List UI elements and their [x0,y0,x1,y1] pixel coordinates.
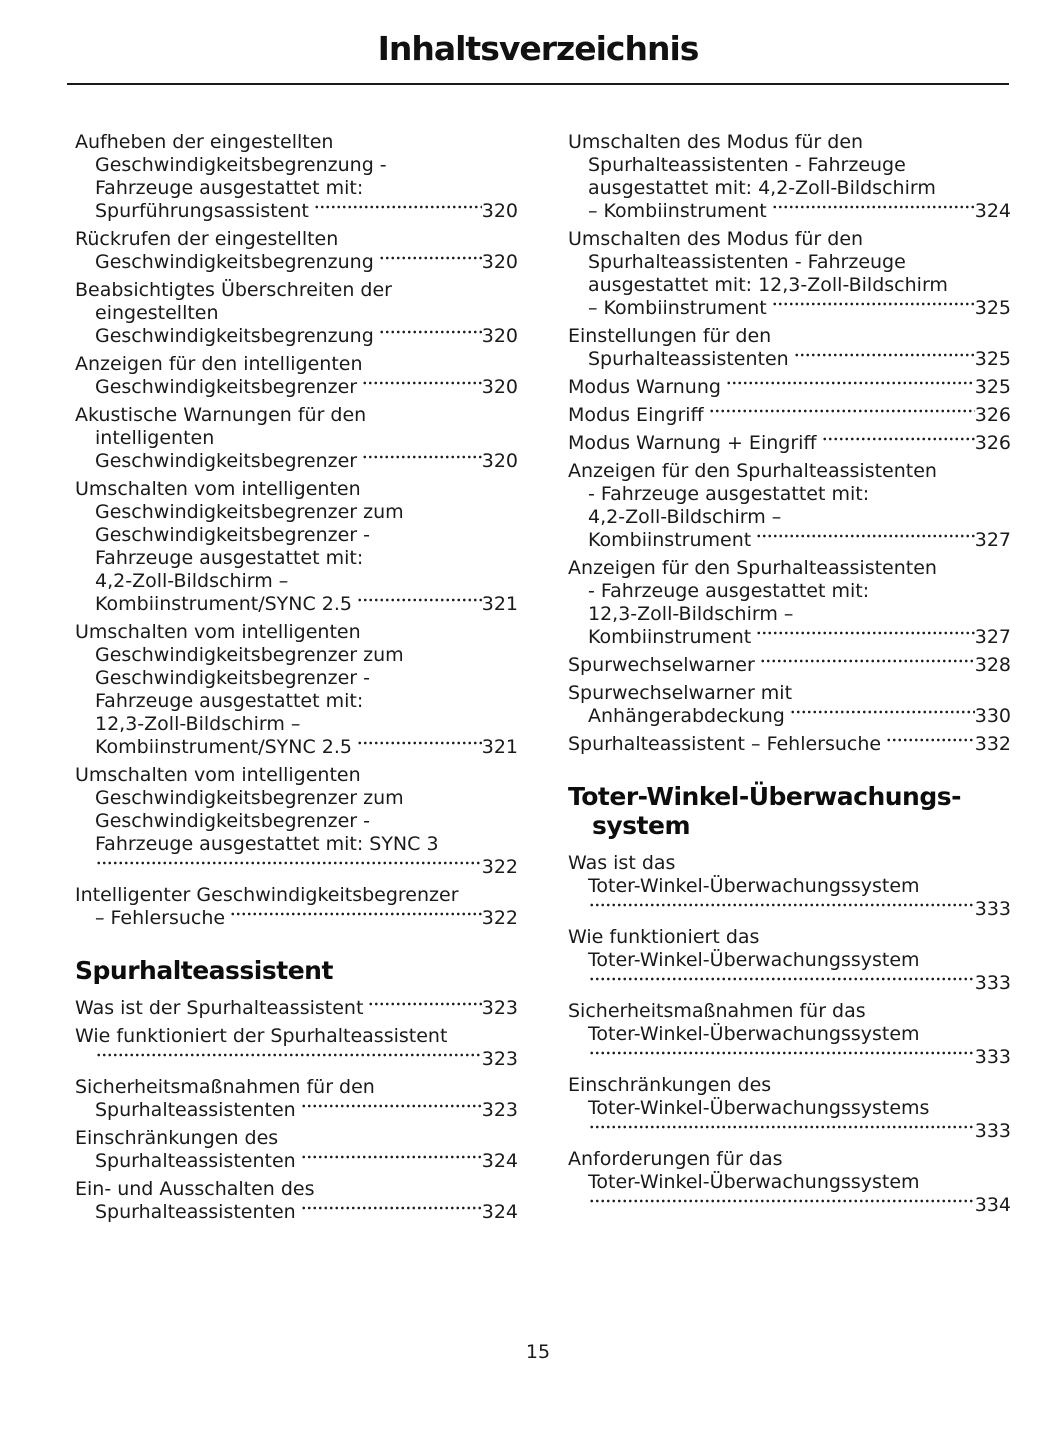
toc-entry [75,1076,518,1122]
toc-entry [75,228,518,274]
toc-entry-line: Umschalten des Modus für den [568,228,864,250]
dot-leader [588,898,975,921]
toc-entry-line: Umschalten vom intelligenten [75,478,361,500]
toc-entry-line: Geschwindigkeitsbegrenzung - [95,154,387,176]
toc-entry-line: eingestellten [95,302,219,324]
toc-entry-last-line [75,907,518,930]
toc-entry-last-line [75,997,518,1020]
toc-entry [568,376,1011,399]
toc-entry-last-line [568,972,1011,995]
toc-entry-line: ausgestattet mit: 4,2-Zoll-Bildschirm [588,177,936,199]
toc-entry-line: Umschalten vom intelligenten [75,764,361,786]
toc-entry [75,1025,518,1071]
toc-entry-line: Spurwechselwarner mit [568,682,793,704]
toc-entry-line: Toter-Winkel-Überwachungssystem [588,1023,920,1045]
dot-leader [378,251,482,274]
toc-entry [75,1127,518,1173]
page-ref: 324 [481,1150,518,1172]
toc-entry-line: Anforderungen für das [568,1148,783,1170]
toc-entry-text: Geschwindigkeitsbegrenzung [95,325,374,347]
toc-entry-line: Geschwindigkeitsbegrenzer zum [95,644,404,666]
toc-entry [568,654,1011,677]
toc-entry [568,926,1011,995]
toc-entry-line: Geschwindigkeitsbegrenzer - [95,810,371,832]
toc-entry-line: Akustische Warnungen für den [75,404,367,426]
toc-entry-text: Kombiinstrument [588,529,752,551]
page-ref: 333 [974,1120,1011,1142]
page-ref: 323 [481,1048,518,1070]
toc-entry-line: Fahrzeuge ausgestattet mit: [95,690,364,712]
toc-entry [568,1000,1011,1069]
toc-entry [75,884,518,930]
toc-entry-text: Spurhalteassistenten [588,348,789,370]
toc-entry-last-line [568,529,1011,552]
toc-entry-last-line [75,376,518,399]
dot-leader [361,450,482,473]
toc-entry-last-line [568,654,1011,677]
toc-entry [568,460,1011,552]
toc-entry-line: Toter-Winkel-Überwachungssystem [588,949,920,971]
toc-columns [67,131,1009,1229]
page-ref: 322 [481,907,518,929]
toc-entry [75,764,518,879]
toc-entry-text: Spurhalteassistent – Fehlersuche [568,733,882,755]
toc-entry-last-line [568,432,1011,455]
page-ref: 324 [974,200,1011,222]
dot-leader [367,997,481,1020]
toc-entry-text: Spurhalteassistenten [95,1201,296,1223]
dot-leader [708,404,975,427]
page-ref: 332 [974,733,1011,755]
toc-entry-last-line [75,325,518,348]
toc-entry-line: - Fahrzeuge ausgestattet mit: [588,483,870,505]
page-ref: 320 [481,376,518,398]
dot-leader [755,529,975,552]
dot-leader [361,376,482,399]
dot-leader [300,1099,482,1122]
toc-entry-last-line [568,705,1011,728]
toc-entry-line: Umschalten des Modus für den [568,131,864,153]
toc-entry-last-line [75,1048,518,1071]
toc-entry [75,279,518,348]
toc-entry [75,478,518,616]
title-divider [67,83,1009,85]
toc-entry [568,404,1011,427]
toc-entry-line: ausgestattet mit: 12,3-Zoll-Bildschirm [588,274,948,296]
toc-entry-text: – Kombiinstrument [588,200,767,222]
section-heading-line: Toter-Winkel-Überwachungs- [568,782,962,811]
section-heading [75,956,518,985]
page-ref: 321 [481,593,518,615]
dot-leader [356,593,482,616]
toc-entry-line: Wie funktioniert der Spurhalteassistent [75,1025,448,1047]
page-ref: 325 [974,376,1011,398]
section-heading [568,782,1011,840]
toc-entry-line: Toter-Winkel-Überwachungssystem [588,1171,920,1193]
toc-entry-last-line [568,1194,1011,1217]
toc-entry-line: Spurhalteassistenten - Fahrzeuge [588,251,906,273]
toc-entry [568,228,1011,320]
page-ref: 326 [974,432,1011,454]
page-ref: 333 [974,898,1011,920]
toc-entry [568,1148,1011,1217]
page-ref: 330 [974,705,1011,727]
dot-leader [588,1120,975,1143]
toc-entry-line: intelligenten [95,427,215,449]
toc-entry-text: Anhängerabdeckung [588,705,785,727]
toc-column-left [75,131,518,1229]
page-ref: 320 [481,200,518,222]
toc-entry-text: – Fehlersuche [95,907,226,929]
toc-entry-text: Spurhalteassistenten [95,1099,296,1121]
dot-leader [356,736,482,759]
toc-entry-text: – Kombiinstrument [588,297,767,319]
page-ref: 323 [481,1099,518,1121]
dot-leader [95,856,482,879]
toc-entry-line: 12,3-Zoll-Bildschirm – [588,603,794,625]
page-ref: 325 [974,348,1011,370]
page-title: Inhaltsverzeichnis [377,29,699,68]
toc-entry-text: Modus Warnung [568,376,721,398]
toc-entry-last-line [75,593,518,616]
page-ref: 327 [974,529,1011,551]
toc-entry-line: Anzeigen für den intelligenten [75,353,363,375]
dot-leader [759,654,975,677]
toc-entry-line: Ein- und Ausschalten des [75,1178,315,1200]
dot-leader [821,432,975,455]
toc-entry-last-line [568,733,1011,756]
toc-entry-text: Spurwechselwarner [568,654,755,676]
toc-entry-line: Fahrzeuge ausgestattet mit: SYNC 3 [95,833,439,855]
toc-entry-line: Anzeigen für den Spurhalteassistenten [568,460,937,482]
toc-entry [568,557,1011,649]
toc-entry-last-line [568,297,1011,320]
toc-entry-text: Spurhalteassistenten [95,1150,296,1172]
toc-entry-line: Aufheben der eingestellten [75,131,334,153]
toc-entry-last-line [568,1046,1011,1069]
toc-entry [75,1178,518,1224]
toc-entry-text: Kombiinstrument/SYNC 2.5 [95,593,353,615]
toc-entry-line: Sicherheitsmaßnahmen für das [568,1000,866,1022]
toc-entry-line: Toter-Winkel-Überwachungssystems [588,1097,930,1119]
dot-leader [755,626,975,649]
toc-entry-line: 4,2-Zoll-Bildschirm – [588,506,782,528]
dot-leader [588,972,975,995]
toc-entry-line: Fahrzeuge ausgestattet mit: [95,177,364,199]
toc-page [67,0,1009,1229]
toc-entry-line: 4,2-Zoll-Bildschirm – [95,570,289,592]
toc-entry-line: - Fahrzeuge ausgestattet mit: [588,580,870,602]
dot-leader [229,907,482,930]
dot-leader [300,1150,482,1173]
toc-entry-line: Wie funktioniert das [568,926,760,948]
toc-entry-last-line [75,736,518,759]
toc-entry-line: Einstellungen für den [568,325,772,347]
toc-entry-last-line [75,856,518,879]
toc-entry-line: Einschränkungen des [568,1074,772,1096]
page-ref: 320 [481,325,518,347]
toc-entry-last-line [75,1201,518,1224]
toc-entry-last-line [568,404,1011,427]
toc-entry-text: Modus Eingriff [568,404,704,426]
dot-leader [789,705,975,728]
toc-entry-text: Kombiinstrument/SYNC 2.5 [95,736,353,758]
toc-entry-last-line [568,898,1011,921]
page-ref: 328 [974,654,1011,676]
toc-entry-line: Anzeigen für den Spurhalteassistenten [568,557,937,579]
page-ref: 334 [974,1194,1011,1216]
toc-entry-line: Geschwindigkeitsbegrenzer zum [95,501,404,523]
page-ref: 324 [481,1201,518,1223]
toc-entry [568,1074,1011,1143]
toc-entry [75,621,518,759]
section-heading-line: system [592,811,691,840]
toc-entry-line: Intelligenter Geschwindigkeitsbegrenzer [75,884,459,906]
toc-entry-last-line [568,376,1011,399]
toc-entry [568,131,1011,223]
dot-leader [588,1046,975,1069]
page-ref: 322 [481,856,518,878]
toc-entry-line: 12,3-Zoll-Bildschirm – [95,713,301,735]
toc-entry-line: Einschränkungen des [75,1127,279,1149]
toc-entry [75,997,518,1020]
toc-entry-last-line [568,200,1011,223]
toc-entry [75,353,518,399]
section-heading-line: Spurhalteassistent [75,956,333,985]
dot-leader [771,200,975,223]
dot-leader [313,200,482,223]
toc-entry-text: Geschwindigkeitsbegrenzung [95,251,374,273]
dot-leader [793,348,975,371]
dot-leader [378,325,482,348]
page-number: 15 [525,1341,551,1363]
page-ref: 320 [481,251,518,273]
page-ref: 327 [974,626,1011,648]
dot-leader [95,1048,482,1071]
toc-entry-text: Geschwindigkeitsbegrenzer [95,450,358,472]
toc-entry [568,733,1011,756]
dot-leader [885,733,975,756]
toc-entry-last-line [75,200,518,223]
toc-entry-last-line [75,1150,518,1173]
page-ref: 326 [974,404,1011,426]
toc-column-right [568,131,1011,1229]
dot-leader [725,376,975,399]
dot-leader [300,1201,482,1224]
toc-entry-line: Beabsichtigtes Überschreiten der [75,279,392,301]
page-ref: 323 [481,997,518,1019]
toc-entry-line: Umschalten vom intelligenten [75,621,361,643]
toc-entry-line: Toter-Winkel-Überwachungssystem [588,875,920,897]
toc-entry [75,131,518,223]
page-ref: 321 [481,736,518,758]
toc-entry-last-line [75,251,518,274]
toc-entry-text: Kombiinstrument [588,626,752,648]
toc-entry [568,682,1011,728]
toc-entry-last-line [75,1099,518,1122]
page-ref: 320 [481,450,518,472]
toc-entry-last-line [568,1120,1011,1143]
toc-entry-line: Geschwindigkeitsbegrenzer zum [95,787,404,809]
toc-entry [568,852,1011,921]
toc-entry [75,404,518,473]
toc-entry-text: Spurführungsassistent [95,200,309,222]
toc-entry [568,432,1011,455]
page-ref: 333 [974,972,1011,994]
toc-entry-line: Geschwindigkeitsbegrenzer - [95,667,371,689]
dot-leader [588,1194,975,1217]
toc-entry-text: Modus Warnung + Eingriff [568,432,817,454]
toc-entry-line: Geschwindigkeitsbegrenzer - [95,524,371,546]
toc-entry-text: Was ist der Spurhalteassistent [75,997,364,1019]
toc-entry-line: Sicherheitsmaßnahmen für den [75,1076,375,1098]
toc-entry-line: Fahrzeuge ausgestattet mit: [95,547,364,569]
dot-leader [771,297,975,320]
toc-entry [568,325,1011,371]
toc-entry-last-line [568,626,1011,649]
toc-entry-last-line [75,450,518,473]
page-ref: 333 [974,1046,1011,1068]
toc-entry-text: Geschwindigkeitsbegrenzer [95,376,358,398]
toc-entry-line: Rückrufen der eingestellten [75,228,339,250]
toc-entry-line: Was ist das [568,852,676,874]
toc-entry-line: Spurhalteassistenten - Fahrzeuge [588,154,906,176]
toc-entry-last-line [568,348,1011,371]
page-ref: 325 [974,297,1011,319]
